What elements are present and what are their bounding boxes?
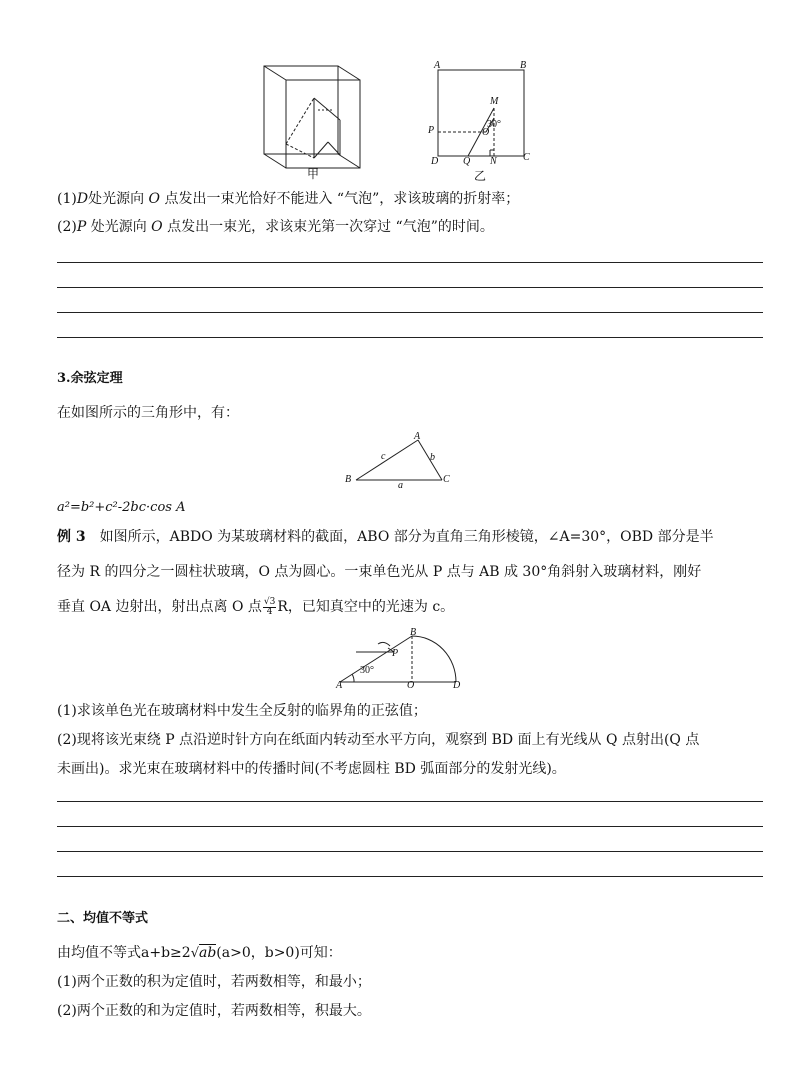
- example-3-sub-2-line-2: 未画出)。求光束在玻璃材料中的传播时间(不考虑圆柱 BD 弧面部分的发射光线)。: [57, 761, 566, 777]
- answer-line: [57, 876, 763, 877]
- figure-yi-caption: 乙: [474, 169, 487, 183]
- ex3-label-d: D: [453, 680, 461, 691]
- yi-label-q: Q: [463, 156, 471, 167]
- sqrt-symbol: √: [190, 946, 199, 961]
- answer-line: [57, 262, 763, 263]
- question-1: (1)D处光源向 O 点发出一束光恰好不能进入 “气泡”，求该玻璃的折射率；: [57, 191, 520, 207]
- section-3-intro: 在如图所示的三角形中，有：: [57, 405, 239, 421]
- tri-label-a-side: a: [398, 480, 403, 491]
- yi-label-b: B: [520, 60, 527, 71]
- example-3-figure: [330, 624, 470, 692]
- question-2: (2)P 处光源向 O 点发出一束光，求该束光第一次穿过 “气泡”的时间。: [57, 219, 494, 235]
- yi-label-m: M: [490, 96, 499, 107]
- yi-label-n: N: [490, 156, 497, 167]
- section-two-item-2: (2)两个正数的和为定值时，若两数相等，积最大。: [57, 1003, 371, 1019]
- section-two-item-1: (1)两个正数的积为定值时，若两数相等，和最小；: [57, 974, 371, 990]
- answer-line: [57, 826, 763, 827]
- answer-line: [57, 312, 763, 313]
- yi-label-d: D: [431, 156, 439, 167]
- ex3-label-o: O: [407, 680, 415, 691]
- ex3-label-p: P: [392, 648, 399, 659]
- tri-label-b-side: b: [430, 452, 435, 463]
- ex3-label-a: A: [336, 680, 343, 691]
- example-3-sub-2-line-1: (2)现将该光束绕 P 点沿逆时针方向在纸面内转动至水平方向，观察到 BD 面上有光线从 Q 点射出(Q 点: [57, 732, 700, 748]
- example-3-line-1: 例 3 如图所示，ABDO 为某玻璃材料的截面，ABO 部分为直角三角形棱镜，∠A=30°，OBD 部分是半: [57, 529, 714, 545]
- yi-label-angle: 30°: [487, 119, 501, 130]
- example-3-line-3: 垂直 OA 边射出，射出点离 O 点 $\frac{√3}{4}$ R，已知真空中的光速为 c。: [57, 596, 455, 617]
- example-3-sub-1: (1)求该单色光在玻璃材料中发生全反射的临界角的正弦值；: [57, 703, 427, 719]
- fraction: $\frac{√3}{4}$: [263, 596, 276, 617]
- figure-jia-caption: 甲: [307, 167, 320, 181]
- tri-label-b-vertex: B: [345, 474, 352, 485]
- yi-label-a: A: [434, 60, 441, 71]
- tri-label-a-vertex: A: [414, 431, 421, 442]
- answer-line: [57, 801, 763, 802]
- section-two-title: 二、均值不等式: [57, 911, 149, 926]
- ex3-label-angle: 30°: [360, 665, 374, 676]
- tri-label-c-side: c: [381, 451, 386, 462]
- ex3-label-b: B: [410, 627, 417, 638]
- cosine-formula: a²=b²+c²-2bc·cos A: [57, 500, 186, 515]
- answer-line: [57, 337, 763, 338]
- answer-line: [57, 287, 763, 288]
- yi-label-p: P: [428, 125, 435, 136]
- answer-line: [57, 851, 763, 852]
- tri-label-c-vertex: C: [443, 474, 450, 485]
- section-3-title: 3.余弦定理: [57, 371, 123, 386]
- yi-label-c: C: [523, 152, 530, 163]
- example-3-line-2: 径为 R 的四分之一圆柱状玻璃，O 点为圆心。一束单色光从 P 点与 AB 成 30°角斜射入玻璃材料，刚好: [57, 564, 702, 580]
- yi-label-o: O: [482, 127, 490, 138]
- section-two-intro: 由均值不等式a+b≥2√ab(a>0，b>0)可知：: [57, 945, 342, 961]
